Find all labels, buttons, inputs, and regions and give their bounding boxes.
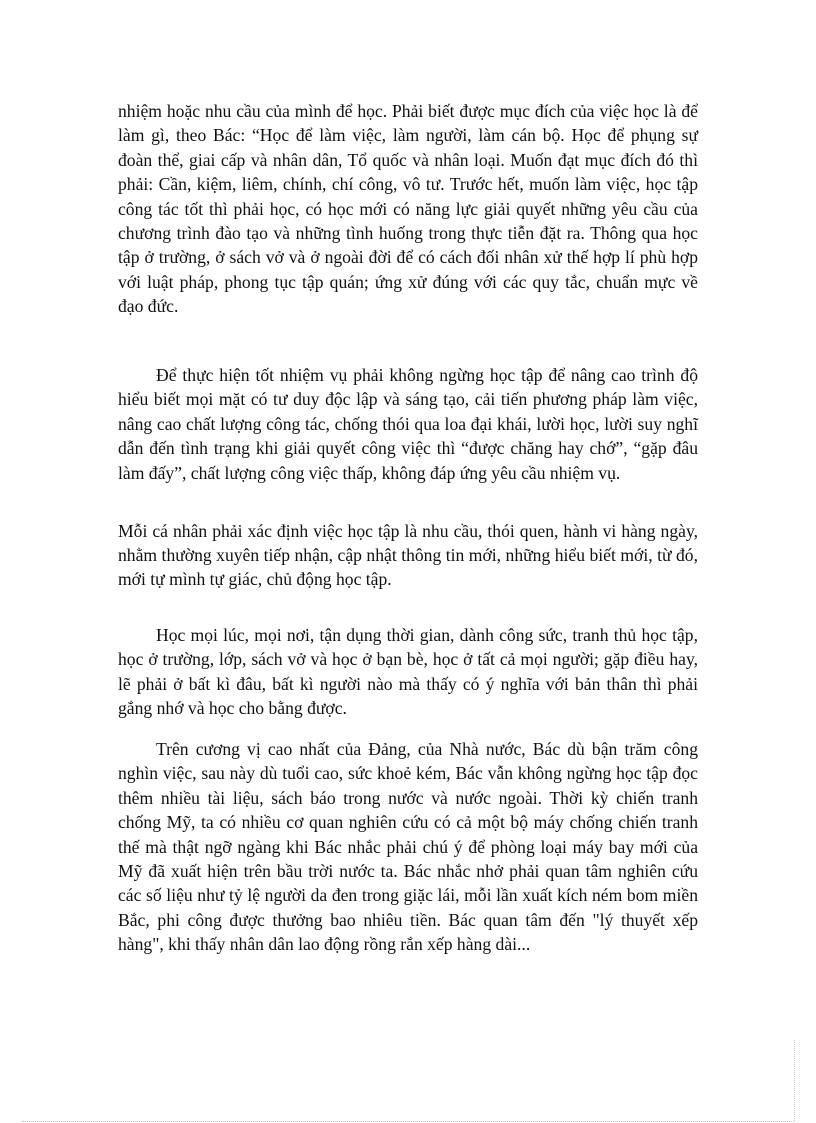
paragraph-5: Trên cương vị cao nhất của Đảng, của Nhà nước, Bác dù bận trăm công nghìn việc, sau này dù tuổi cao, sức khoẻ kém, Bác vẫn không ngừng học tập đọc thêm nhiều tài liệu, sách báo trong nước và nước ngoài. Thời kỳ chiến tranh chống Mỹ, ta có nhiều cơ quan nghiên cứu có cả một bộ máy chống chiến tranh thế mà thật ngỡ ngàng khi Bác nhắc phải chú ý để phòng loại máy bay mới của Mỹ đã xuất hiện trên bầu trời nước ta. Bác nhắc nhở phải quan tâm nghiên cứu các số liệu như tỷ lệ người da đen trong giặc lái, mỗi lần xuất kích ném bom miền Bắc, phi công được thưởng bao nhiêu tiền. Bác quan tâm đến "lý thuyết xếp hàng", khi thấy nhân dân lao động rồng rắn xếp hàng dài... (118, 739, 698, 955)
paragraph-4: Học mọi lúc, mọi nơi, tận dụng thời gian, dành công sức, tranh thủ học tập, học ở trường, lớp, sách vở và học ở bạn bè, học ở tất cả mọi người; gặp điều hay, lẽ phải ở bất kì đâu, bất kì người nào mà thấy có ý nghĩa với bản thân thì phải gắng nhớ và học cho bằng được. (118, 625, 698, 719)
page-border-right (794, 1040, 795, 1121)
paragraph-1: nhiệm hoặc nhu cầu của mình để học. Phải biết được mục đích của việc học là để làm gì, theo Bác: “Học để làm việc, làm người, làm cán bộ. Học để phụng sự đoàn thể, giai cấp và nhân dân, Tổ quốc và nhân loại. Muốn đạt mục đích đó thì phải: Cần, kiệm, liêm, chính, chí công, vô tư. Trước hết, muốn làm việc, học tập công tác tốt thì phải học, có học mới có năng lực giải quyết những yêu cầu của chương trình đào tạo và những tình huống trong thực tiễn đặt ra. Thông qua học tập ở trường, ở sách vở và ở ngoài đời để có cách đối nhân xử thế hợp lí phù hợp với luật pháp, phong tục tập quán; ứng xử đúng với các quy tắc, chuẩn mực về đạo đức. (118, 101, 698, 317)
paragraph-2: Để thực hiện tốt nhiệm vụ phải không ngừng học tập để nâng cao trình độ hiểu biết mọi mặt có tư duy độc lập và sáng tạo, cải tiến phương pháp làm việc, nâng cao chất lượng công tác, chống thói qua loa đại khái, lười học, lười suy nghĩ dẫn đến tình trạng khi giải quyết công việc thì “được chăng hay chớ”, “gặp đâu làm đấy”, chất lượng công việc thấp, không đáp ứng yêu cầu nhiệm vụ. (118, 365, 698, 483)
paragraph-3: Mỗi cá nhân phải xác định việc học tập là nhu cầu, thói quen, hành vi hàng ngày, nhằm thường xuyên tiếp nhận, cập nhật thông tin mới, những hiểu biết mới, từ đó, mới tự mình tự giác, chủ động học tập. (118, 521, 698, 590)
page-border-bottom (22, 1121, 794, 1122)
